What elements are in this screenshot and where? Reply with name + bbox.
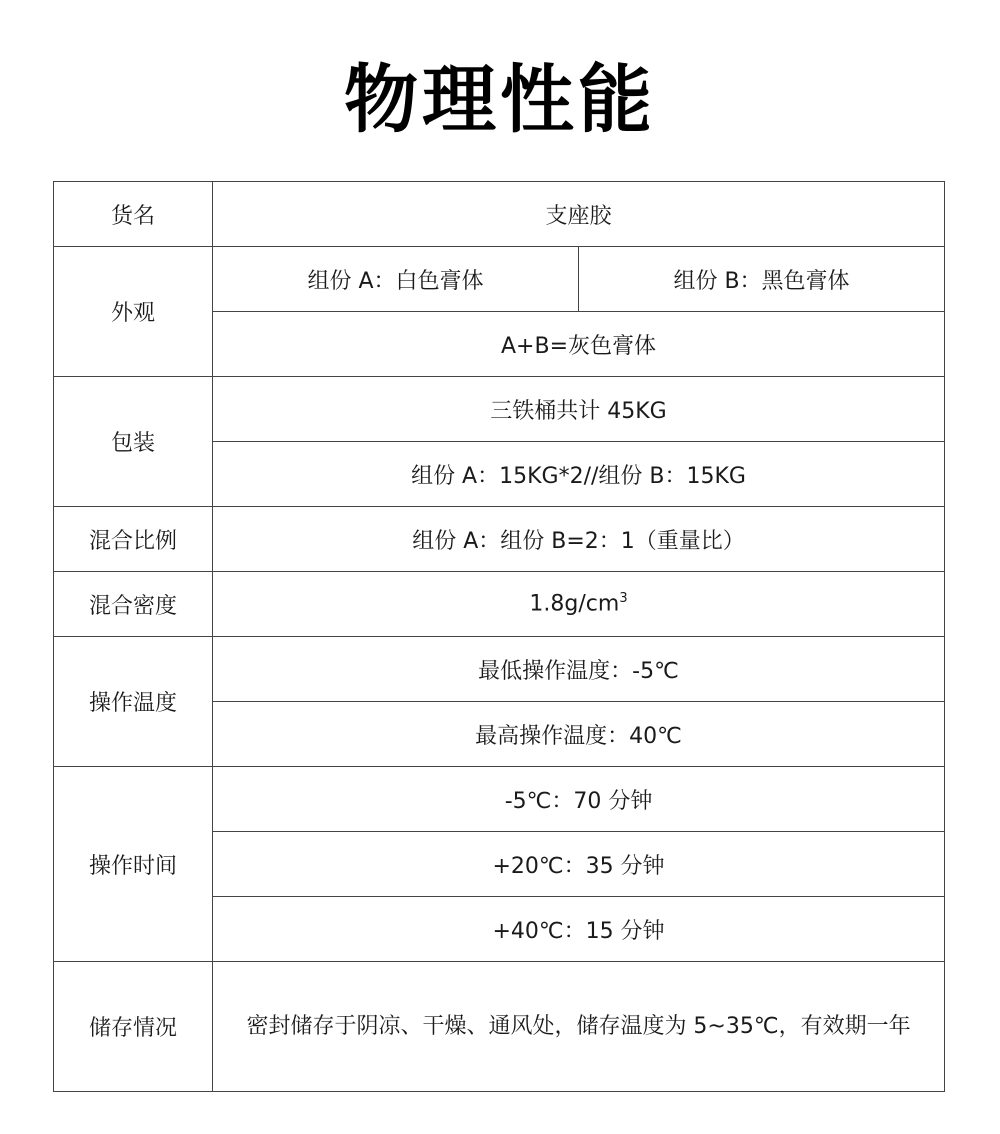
page-title: 物理性能 <box>344 57 656 143</box>
table-row <box>54 377 945 442</box>
product-name: 支座胶 <box>213 182 945 247</box>
density-exponent: 3 <box>619 591 628 607</box>
packaging-detail: 组份 A：15KG*2//组份 B：15KG <box>213 442 945 507</box>
op-time-2: +20℃：35 分钟 <box>213 832 945 897</box>
mix-ratio: 组份 A：组份 B=2：1（重量比） <box>213 507 945 572</box>
packaging-total: 三铁桶共计 45KG <box>213 377 945 442</box>
row-label: 货名 <box>54 182 213 247</box>
appearance-b: 组份 B：黑色膏体 <box>579 247 945 312</box>
table-row <box>54 507 945 572</box>
table-row <box>54 572 945 637</box>
appearance-mix: A+B=灰色膏体 <box>213 312 945 377</box>
row-label: 储存情况 <box>54 962 213 1092</box>
row-label: 操作温度 <box>54 637 213 767</box>
row-label: 混合密度 <box>54 572 213 637</box>
op-temp-min: 最低操作温度：-5℃ <box>213 637 945 702</box>
density-value: 1.8g/cm <box>529 591 620 617</box>
row-label: 包装 <box>54 377 213 507</box>
row-label: 外观 <box>54 247 213 377</box>
mix-density <box>213 572 945 637</box>
table-row <box>54 247 945 312</box>
appearance-a: 组份 A：白色膏体 <box>213 247 579 312</box>
op-time-3: +40℃：15 分钟 <box>213 897 945 962</box>
table-row <box>54 637 945 702</box>
table-row <box>54 962 945 1092</box>
table-row <box>54 767 945 832</box>
table-row <box>54 182 945 247</box>
row-label: 混合比例 <box>54 507 213 572</box>
op-temp-max: 最高操作温度：40℃ <box>213 702 945 767</box>
row-label: 操作时间 <box>54 767 213 962</box>
storage-info: 密封储存于阴凉、干燥、通风处，储存温度为 5~35℃，有效期一年 <box>213 962 945 1092</box>
op-time-1: -5℃：70 分钟 <box>213 767 945 832</box>
spec-table <box>53 181 945 1092</box>
